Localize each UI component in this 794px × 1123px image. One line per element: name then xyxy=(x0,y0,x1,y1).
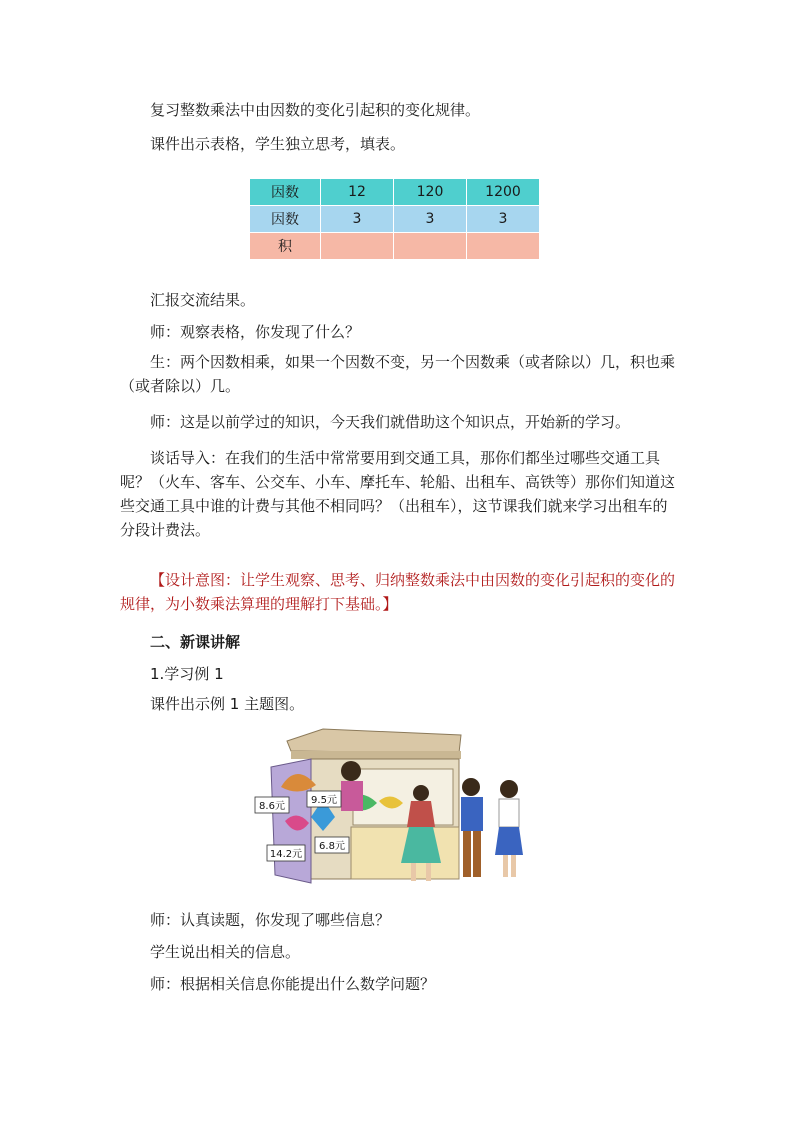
boy-leg xyxy=(463,831,471,877)
student-leg xyxy=(503,855,508,877)
table-cell xyxy=(321,233,394,260)
girl-head xyxy=(413,785,429,801)
boy-head xyxy=(462,778,480,796)
report-line: 汇报交流结果。 xyxy=(150,291,256,309)
student-shirt xyxy=(499,799,519,827)
section-heading: 二、新课讲解 xyxy=(150,633,241,651)
table-cell: 3 xyxy=(394,206,467,233)
table-cell: 120 xyxy=(394,179,467,206)
kite-stall-illustration xyxy=(251,727,533,891)
row-label: 因数 xyxy=(250,179,321,206)
row-label: 积 xyxy=(250,233,321,260)
table-row xyxy=(250,179,540,206)
table-row xyxy=(250,233,540,260)
table-cell: 1200 xyxy=(467,179,540,206)
example-show: 课件出示例 1 主题图。 xyxy=(150,695,305,713)
factor-table xyxy=(249,178,540,260)
price-tag-text: 8.6元 xyxy=(259,801,285,812)
girl-leg xyxy=(426,863,431,881)
teacher-ask: 师：根据相关信息你能提出什么数学问题？ xyxy=(150,975,436,993)
table-cell: 12 xyxy=(321,179,394,206)
kiosk-roof xyxy=(287,729,461,753)
table-cell: 3 xyxy=(467,206,540,233)
shopkeeper-body xyxy=(341,781,363,811)
intro-line-2: 课件出示表格，学生独立思考，填表。 xyxy=(150,135,406,153)
girl-leg xyxy=(411,863,416,881)
price-tag-text: 14.2元 xyxy=(269,849,303,860)
shopkeeper-head xyxy=(341,761,361,781)
student-answer: 生：两个因数相乘，如果一个因数不变，另一个因数乘（或者除以）几，积也乘（或者除以）几。 xyxy=(120,353,676,395)
price-tag-text: 9.5元 xyxy=(311,795,337,806)
teacher-read: 师：认真读题，你发现了哪些信息？ xyxy=(150,911,391,929)
student-leg xyxy=(511,855,516,877)
girl-top xyxy=(407,801,435,827)
student-info: 学生说出相关的信息。 xyxy=(150,943,301,961)
teacher-note: 师：这是以前学过的知识，今天我们就借助这个知识点，开始新的学习。 xyxy=(150,413,631,431)
table-cell xyxy=(394,233,467,260)
boy-shirt xyxy=(461,797,483,831)
row-label: 因数 xyxy=(250,206,321,233)
design-intent: 【设计意图：让学生观察、思考、归纳整数乘法中由因数的变化引起积的变化的规律，为小数乘法算理的理解打下基础。】 xyxy=(120,571,676,613)
student-skirt xyxy=(495,827,523,855)
teacher-question: 师：观察表格，你发现了什么？ xyxy=(150,323,361,341)
intro-line-1: 复习整数乘法中由因数的变化引起积的变化规律。 xyxy=(150,101,481,119)
lead-in: 谈话导入：在我们的生活中常常要用到交通工具，那你们都坐过哪些交通工具呢？（火车、客车、公交车、小车、摩托车、轮船、出租车、高铁等）那你们知道这些交通工具中谁的计费与其他不相同吗？（出租车），这节课我们就来学习出租车的分段计费法。 xyxy=(120,449,676,539)
price-tag-text: 6.8元 xyxy=(319,841,345,852)
table-cell: 3 xyxy=(321,206,394,233)
roof-trim xyxy=(291,751,461,759)
table-cell xyxy=(467,233,540,260)
boy-leg xyxy=(473,831,481,877)
example-title: 1.学习例 1 xyxy=(150,665,224,683)
table-row xyxy=(250,206,540,233)
student-head xyxy=(500,780,518,798)
